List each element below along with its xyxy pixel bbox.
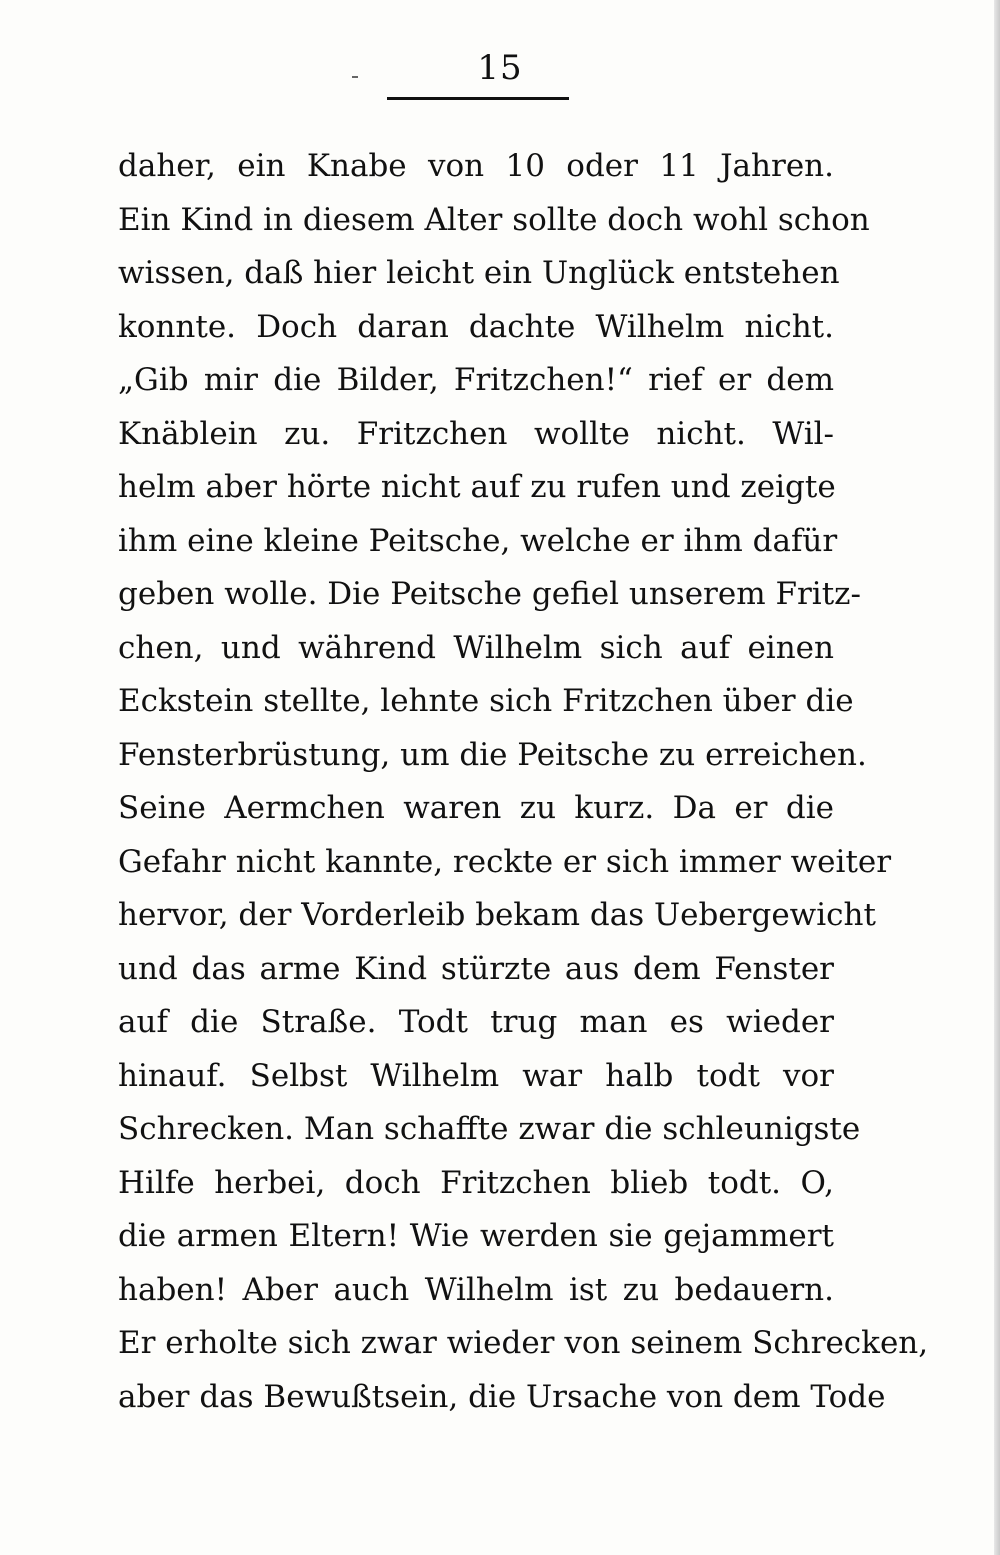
body-text bbox=[118, 140, 929, 1424]
text-line: hervor, der Vorderleib bekam das Uebergewicht bbox=[118, 897, 876, 933]
text-line: daher, ein Knabe von 10 oder 11 Jahren. bbox=[118, 148, 834, 184]
header-rule bbox=[387, 97, 569, 100]
text-line: Eckstein stellte, lehnte sich Fritzchen über die bbox=[118, 683, 854, 719]
text-line: Knäblein zu. Fritzchen wollte nicht. Wil- bbox=[118, 415, 834, 452]
text-line: helm aber hörte nicht auf zu rufen und zeigte bbox=[118, 469, 836, 505]
text-line: Er erholte sich zwar wieder von seinem Schrecken, bbox=[118, 1325, 929, 1361]
text-line: „Gib mir die Bilder, Fritzchen!“ rief er dem bbox=[118, 362, 834, 398]
text-line: Fensterbrüstung, um die Peitsche zu erreichen. bbox=[118, 736, 867, 773]
text-line: Ein Kind in diesem Alter sollte doch wohl schon bbox=[118, 201, 870, 238]
text-line: Schrecken. Man schaffte zwar die schleunigste bbox=[118, 1111, 861, 1147]
text-line: haben! Aber auch Wilhelm ist zu bedauern. bbox=[118, 1271, 834, 1308]
text-line: chen, und während Wilhelm sich auf einen bbox=[118, 629, 834, 666]
text-line: geben wolle. Die Peitsche gefiel unserem Fritz- bbox=[118, 576, 861, 612]
text-line: und das arme Kind stürzte aus dem Fenster bbox=[118, 950, 834, 987]
text-line: wissen, daß hier leicht ein Unglück entstehen bbox=[118, 255, 840, 291]
text-line: konnte. Doch daran dachte Wilhelm nicht. bbox=[118, 308, 834, 345]
page-edge-shadow bbox=[994, 0, 1000, 1555]
text-line: Gefahr nicht kannte, reckte er sich immer weiter bbox=[118, 843, 892, 880]
text-line: ihm eine kleine Peitsche, welche er ihm dafür bbox=[118, 522, 838, 559]
text-line: auf die Straße. Todt trug man es wieder bbox=[118, 1004, 834, 1040]
text-line: die armen Eltern! Wie werden sie gejammert bbox=[118, 1218, 834, 1254]
text-line: aber das Bewußtsein, die Ursache von dem Tode bbox=[118, 1378, 886, 1415]
text-line: Seine Aermchen waren zu kurz. Da er die bbox=[118, 790, 834, 826]
text-line: Hilfe herbei, doch Fritzchen blieb todt. O, bbox=[118, 1164, 834, 1201]
text-line: hinauf. Selbst Wilhelm war halb todt vor bbox=[118, 1057, 834, 1094]
page-number: 15 bbox=[477, 48, 523, 88]
